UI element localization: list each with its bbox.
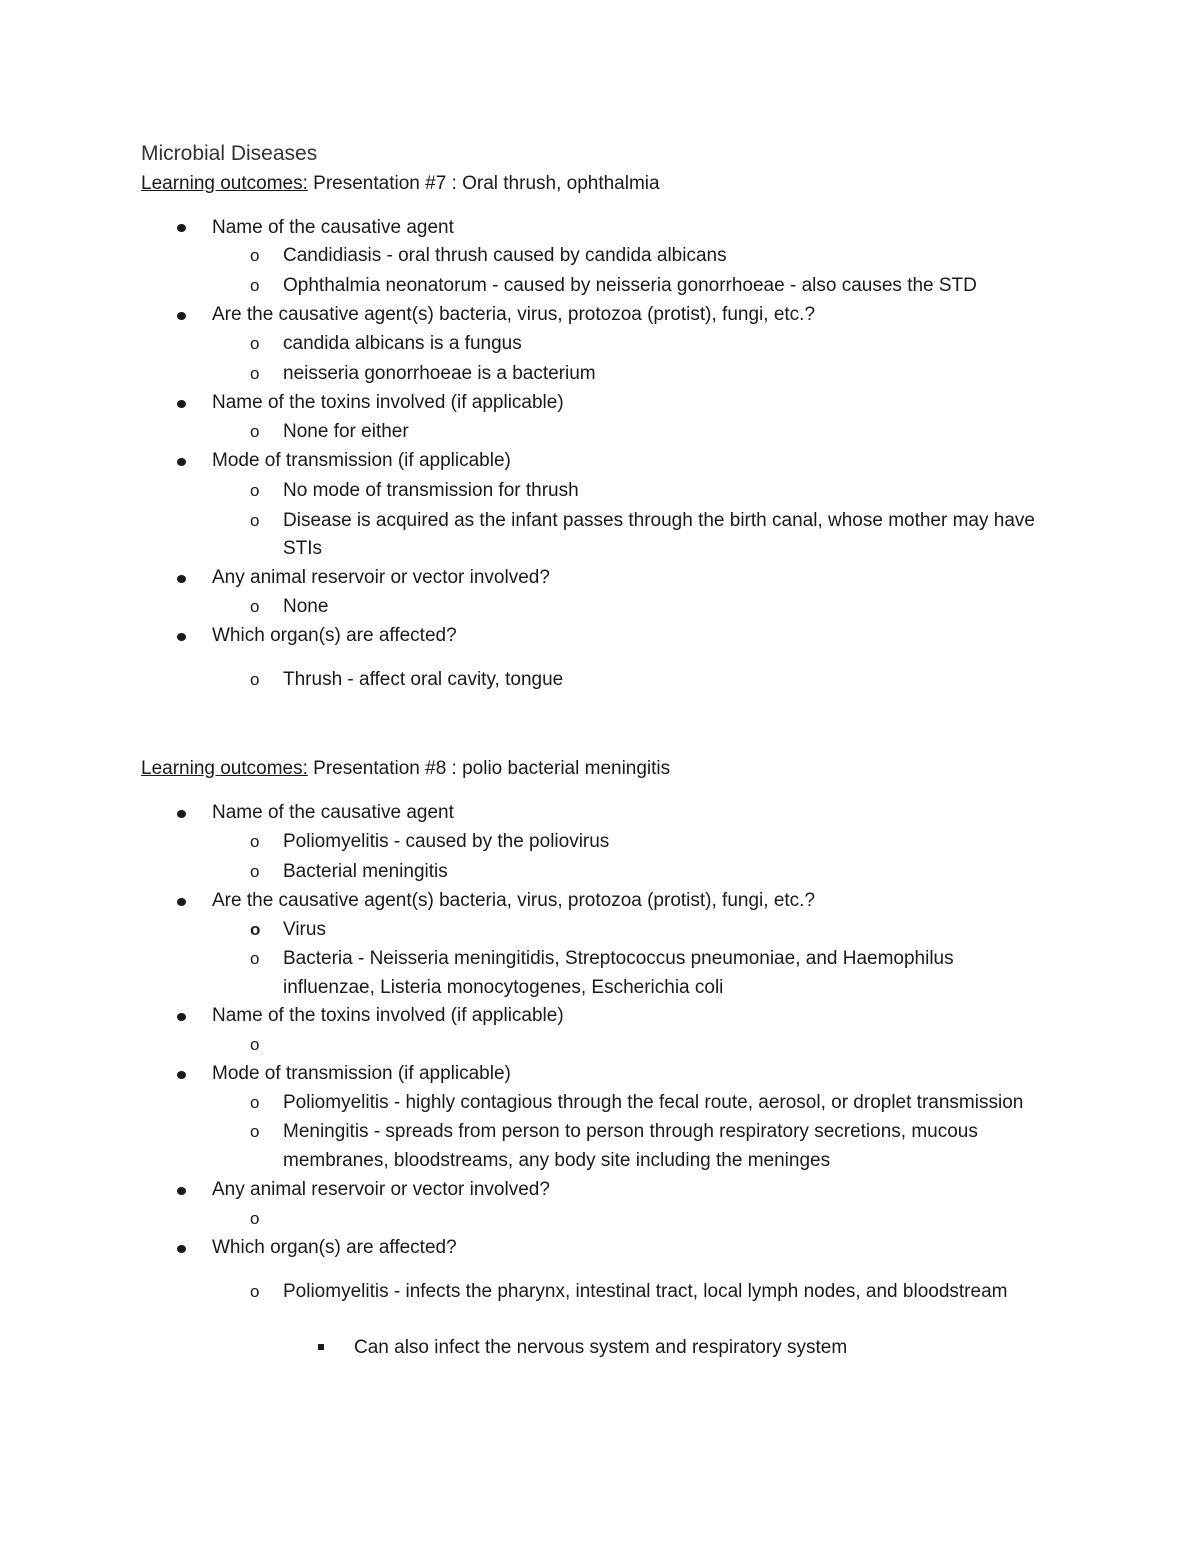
list-item: Poliomyelitis - infects the pharynx, intestinal tract, local lymph nodes, and bloodstream [283, 1281, 1008, 1302]
learning-outcomes-label: Learning outcomes: [141, 758, 308, 779]
list-item: Bacterial meningitis [283, 861, 448, 882]
sub-bullet-marker: o [250, 364, 260, 383]
sub-bullet-marker: o [250, 949, 260, 968]
presentation-title: Presentation #8 : polio bacterial meningitis [307, 758, 671, 779]
learning-outcomes-label: Learning outcomes: [141, 173, 308, 194]
list-item-continuation: membranes, bloodstreams, any body site including the meninges [283, 1150, 831, 1171]
sub-bullet-marker: o [250, 511, 260, 530]
learning-outcomes-heading [141, 173, 660, 195]
bullet-icon [177, 400, 186, 408]
bullet-icon [177, 633, 186, 641]
sub-bullet-marker: o [250, 481, 260, 500]
list-item: Name of the toxins involved (if applicable) [212, 392, 564, 413]
list-item: Are the causative agent(s) bacteria, virus, protozoa (protist), fungi, etc.? [212, 890, 816, 911]
sub-bullet-marker: o [250, 920, 261, 939]
list-item-continuation: influenzae, Listeria monocytogenes, Escherichia coli [283, 977, 724, 998]
list-item: Mode of transmission (if applicable) [212, 1063, 511, 1084]
list-item: Any animal reservoir or vector involved? [212, 1179, 550, 1200]
list-item: None [283, 596, 329, 617]
bullet-icon [177, 458, 186, 466]
list-item: neisseria gonorrhoeae is a bacterium [283, 363, 596, 384]
list-item: Name of the causative agent [212, 802, 454, 823]
bullet-icon [177, 1187, 186, 1195]
list-item: Poliomyelitis - caused by the poliovirus [283, 831, 610, 852]
list-item: Name of the causative agent [212, 217, 454, 238]
list-item: Which organ(s) are affected? [212, 625, 457, 646]
list-item: Thrush - affect oral cavity, tongue [283, 669, 564, 690]
sub-bullet-marker: o [250, 1282, 260, 1301]
bullet-icon [177, 224, 186, 232]
presentation-title: Presentation #7 : Oral thrush, ophthalmia [307, 173, 660, 194]
sub-bullet-marker: o [250, 246, 260, 265]
list-item: Can also infect the nervous system and respiratory system [354, 1337, 848, 1358]
sub-bullet-marker: o [250, 832, 260, 851]
bullet-icon [177, 1245, 186, 1253]
bullet-icon [177, 810, 186, 818]
list-item: Candidiasis - oral thrush caused by candida albicans [283, 245, 727, 266]
list-item: Virus [283, 919, 326, 940]
learning-outcomes-heading [141, 758, 670, 780]
bullet-icon [177, 1071, 186, 1079]
list-item: Name of the toxins involved (if applicable) [212, 1005, 564, 1026]
list-item: Poliomyelitis - highly contagious through the fecal route, aerosol, or droplet transmission [283, 1092, 1024, 1113]
page-title: Microbial Diseases [141, 142, 318, 165]
sub-bullet-marker: o [250, 597, 260, 616]
list-item: Disease is acquired as the infant passes through the birth canal, whose mother may have [283, 510, 1035, 531]
list-item: Meningitis - spreads from person to person through respiratory secretions, mucous [283, 1121, 978, 1142]
sub-bullet-marker: o [250, 276, 260, 295]
sub-bullet-marker: o [250, 670, 260, 689]
bullet-icon [177, 898, 186, 906]
bullet-icon [177, 575, 186, 583]
list-item: No mode of transmission for thrush [283, 480, 579, 501]
list-item: None for either [283, 421, 409, 442]
sub-bullet-marker: o [250, 334, 260, 353]
sub-bullet-marker: o [250, 1035, 260, 1054]
sub-bullet-marker: o [250, 1209, 260, 1228]
bullet-icon [177, 312, 186, 320]
sub-bullet-marker: o [250, 862, 260, 881]
list-item: Mode of transmission (if applicable) [212, 450, 511, 471]
list-item: Bacteria - Neisseria meningitidis, Streptococcus pneumoniae, and Haemophilus [283, 948, 954, 969]
sub-bullet-marker: o [250, 1122, 260, 1141]
sub-bullet-marker: o [250, 1093, 260, 1112]
list-item: Ophthalmia neonatorum - caused by neisseria gonorrhoeae - also causes the STD [283, 275, 977, 296]
bullet-icon [177, 1013, 186, 1021]
list-item: Are the causative agent(s) bacteria, virus, protozoa (protist), fungi, etc.? [212, 304, 816, 325]
list-item-continuation: STIs [283, 538, 323, 559]
list-item: candida albicans is a fungus [283, 333, 522, 354]
square-bullet-icon [318, 1344, 324, 1350]
list-item: Which organ(s) are affected? [212, 1237, 457, 1258]
sub-bullet-marker: o [250, 422, 260, 441]
list-item: Any animal reservoir or vector involved? [212, 567, 550, 588]
